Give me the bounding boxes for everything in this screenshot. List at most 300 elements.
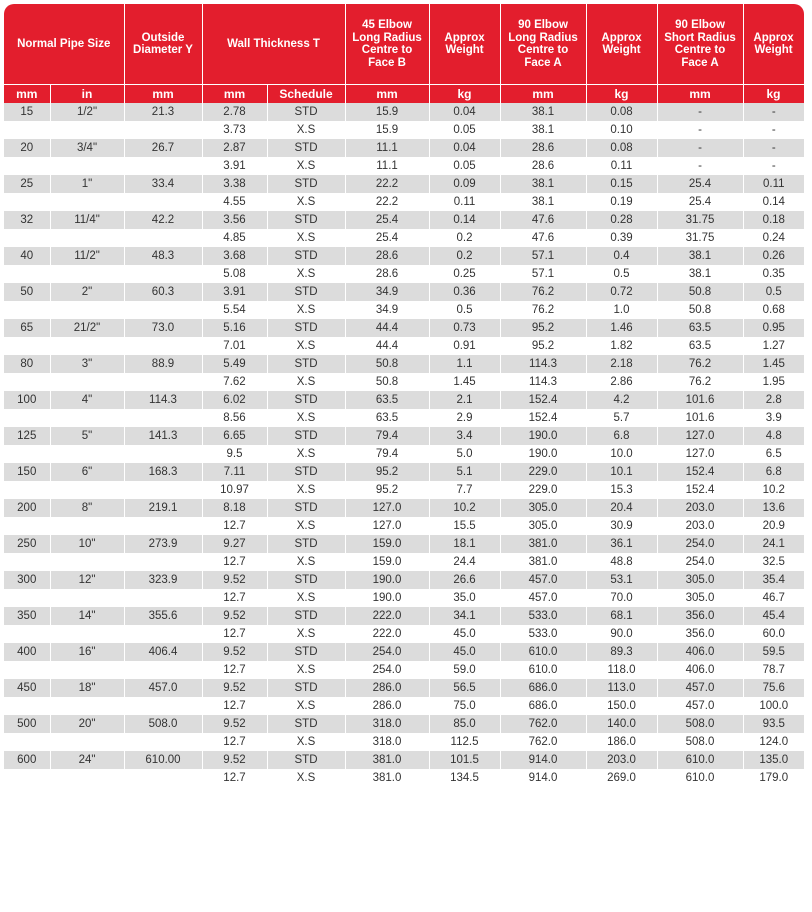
schedule-cell: STD: [267, 715, 345, 733]
table-row: [4, 193, 804, 211]
elbow90-long-cell: 47.6: [500, 229, 586, 247]
table-row: [4, 481, 804, 499]
wall-thickness-cell: 12.7: [202, 661, 267, 679]
units-row: [4, 85, 804, 104]
weight-cell: 7.7: [429, 481, 500, 499]
elbow-dimensions-table-container: [4, 4, 804, 787]
nominal-size-in-cell: 3": [50, 355, 124, 373]
weight-cell: 78.7: [743, 661, 804, 679]
nominal-size-mm-cell: 25: [4, 175, 50, 193]
elbow45-long-cell: 254.0: [345, 661, 429, 679]
wall-thickness-cell: 4.55: [202, 193, 267, 211]
nominal-size-mm-cell: [4, 301, 50, 319]
weight-cell: -: [743, 139, 804, 157]
schedule-cell: STD: [267, 103, 345, 121]
schedule-cell: X.S: [267, 733, 345, 751]
elbow90-long-cell: 381.0: [500, 553, 586, 571]
nominal-size-mm-cell: 350: [4, 607, 50, 625]
nominal-size-in-cell: [50, 769, 124, 787]
wall-thickness-cell: 9.5: [202, 445, 267, 463]
elbow90-long-cell: 229.0: [500, 463, 586, 481]
schedule-cell: STD: [267, 535, 345, 553]
weight-cell: 100.0: [743, 697, 804, 715]
outside-diameter-cell: [124, 481, 202, 499]
nominal-size-mm-cell: 50: [4, 283, 50, 301]
schedule-cell: STD: [267, 391, 345, 409]
wall-thickness-cell: 4.85: [202, 229, 267, 247]
weight-cell: 59.5: [743, 643, 804, 661]
elbow45-long-cell: 127.0: [345, 499, 429, 517]
weight-cell: 56.5: [429, 679, 500, 697]
elbow45-long-cell: 127.0: [345, 517, 429, 535]
elbow90-long-cell: 381.0: [500, 535, 586, 553]
outside-diameter-cell: 168.3: [124, 463, 202, 481]
weight-cell: 6.5: [743, 445, 804, 463]
elbow90-short-cell: 203.0: [657, 499, 743, 517]
weight-cell: 6.8: [586, 427, 657, 445]
outside-diameter-cell: [124, 193, 202, 211]
schedule-cell: X.S: [267, 301, 345, 319]
table-row: [4, 265, 804, 283]
outside-diameter-cell: 273.9: [124, 535, 202, 553]
unit-cell: Schedule: [267, 85, 345, 104]
nominal-size-mm-cell: 250: [4, 535, 50, 553]
weight-cell: 10.2: [429, 499, 500, 517]
outside-diameter-cell: 406.4: [124, 643, 202, 661]
nominal-size-mm-cell: 400: [4, 643, 50, 661]
nominal-size-mm-cell: [4, 445, 50, 463]
outside-diameter-cell: [124, 517, 202, 535]
wall-thickness-cell: 3.56: [202, 211, 267, 229]
table-row: [4, 283, 804, 301]
wall-thickness-cell: 2.87: [202, 139, 267, 157]
nominal-size-in-cell: 5": [50, 427, 124, 445]
elbow45-long-cell: 22.2: [345, 193, 429, 211]
elbow45-long-cell: 286.0: [345, 679, 429, 697]
schedule-cell: STD: [267, 571, 345, 589]
table-row: [4, 337, 804, 355]
weight-cell: 26.6: [429, 571, 500, 589]
nominal-size-mm-cell: [4, 625, 50, 643]
nominal-size-in-cell: [50, 625, 124, 643]
nominal-size-in-cell: [50, 373, 124, 391]
schedule-cell: STD: [267, 283, 345, 301]
elbow90-long-cell: 762.0: [500, 733, 586, 751]
nominal-size-in-cell: [50, 409, 124, 427]
weight-cell: 1.95: [743, 373, 804, 391]
nominal-size-mm-cell: [4, 373, 50, 391]
elbow90-long-cell: 305.0: [500, 499, 586, 517]
weight-cell: 0.19: [586, 193, 657, 211]
nominal-size-mm-cell: 80: [4, 355, 50, 373]
table-row: [4, 499, 804, 517]
weight-cell: 269.0: [586, 769, 657, 787]
weight-cell: 89.3: [586, 643, 657, 661]
outside-diameter-cell: 141.3: [124, 427, 202, 445]
weight-cell: 18.1: [429, 535, 500, 553]
weight-cell: 0.5: [586, 265, 657, 283]
schedule-cell: STD: [267, 355, 345, 373]
nominal-size-in-cell: [50, 733, 124, 751]
elbow45-long-cell: 95.2: [345, 481, 429, 499]
weight-cell: 20.9: [743, 517, 804, 535]
nominal-size-mm-cell: [4, 589, 50, 607]
elbow90-long-cell: 28.6: [500, 157, 586, 175]
wall-thickness-cell: 6.65: [202, 427, 267, 445]
elbow45-long-cell: 50.8: [345, 355, 429, 373]
elbow90-short-cell: 127.0: [657, 427, 743, 445]
table-row: [4, 463, 804, 481]
header-approx-weight-1: Approx Weight: [429, 4, 500, 85]
header-wall-thickness: Wall Thickness T: [202, 4, 345, 85]
elbow90-long-cell: 914.0: [500, 751, 586, 769]
weight-cell: 4.2: [586, 391, 657, 409]
schedule-cell: X.S: [267, 265, 345, 283]
schedule-cell: STD: [267, 643, 345, 661]
outside-diameter-cell: [124, 445, 202, 463]
weight-cell: 113.0: [586, 679, 657, 697]
table-row: [4, 175, 804, 193]
weight-cell: 15.3: [586, 481, 657, 499]
nominal-size-in-cell: [50, 481, 124, 499]
weight-cell: 118.0: [586, 661, 657, 679]
wall-thickness-cell: 10.97: [202, 481, 267, 499]
schedule-cell: STD: [267, 427, 345, 445]
elbow45-long-cell: 63.5: [345, 391, 429, 409]
table-row: [4, 625, 804, 643]
nominal-size-mm-cell: 300: [4, 571, 50, 589]
table-row: [4, 517, 804, 535]
table-row: [4, 769, 804, 787]
unit-cell: mm: [202, 85, 267, 104]
elbow90-short-cell: 76.2: [657, 373, 743, 391]
elbow45-long-cell: 381.0: [345, 751, 429, 769]
weight-cell: 0.04: [429, 139, 500, 157]
elbow45-long-cell: 50.8: [345, 373, 429, 391]
weight-cell: 36.1: [586, 535, 657, 553]
elbow90-short-cell: 25.4: [657, 193, 743, 211]
elbow45-long-cell: 381.0: [345, 769, 429, 787]
outside-diameter-cell: [124, 301, 202, 319]
weight-cell: 0.18: [743, 211, 804, 229]
weight-cell: 135.0: [743, 751, 804, 769]
wall-thickness-cell: 9.52: [202, 643, 267, 661]
unit-cell: kg: [586, 85, 657, 104]
weight-cell: 0.14: [429, 211, 500, 229]
wall-thickness-cell: 7.62: [202, 373, 267, 391]
nominal-size-mm-cell: 15: [4, 103, 50, 121]
weight-cell: 0.72: [586, 283, 657, 301]
weight-cell: 70.0: [586, 589, 657, 607]
weight-cell: 0.4: [586, 247, 657, 265]
table-row: [4, 751, 804, 769]
wall-thickness-cell: 3.73: [202, 121, 267, 139]
elbow45-long-cell: 254.0: [345, 643, 429, 661]
elbow90-long-cell: 686.0: [500, 679, 586, 697]
unit-cell: kg: [743, 85, 804, 104]
weight-cell: 0.09: [429, 175, 500, 193]
nominal-size-in-cell: [50, 697, 124, 715]
table-row: [4, 553, 804, 571]
weight-cell: 140.0: [586, 715, 657, 733]
schedule-cell: X.S: [267, 157, 345, 175]
weight-cell: 45.0: [429, 625, 500, 643]
nominal-size-mm-cell: 40: [4, 247, 50, 265]
weight-cell: 4.8: [743, 427, 804, 445]
table-row: [4, 355, 804, 373]
outside-diameter-cell: [124, 121, 202, 139]
elbow90-short-cell: -: [657, 121, 743, 139]
weight-cell: 0.24: [743, 229, 804, 247]
weight-cell: 20.4: [586, 499, 657, 517]
outside-diameter-cell: 33.4: [124, 175, 202, 193]
outside-diameter-cell: [124, 733, 202, 751]
wall-thickness-cell: 7.01: [202, 337, 267, 355]
nominal-size-mm-cell: 600: [4, 751, 50, 769]
schedule-cell: X.S: [267, 625, 345, 643]
nominal-size-mm-cell: [4, 733, 50, 751]
elbow90-long-cell: 610.0: [500, 643, 586, 661]
outside-diameter-cell: 21.3: [124, 103, 202, 121]
weight-cell: 0.15: [586, 175, 657, 193]
elbow90-short-cell: 406.0: [657, 661, 743, 679]
wall-thickness-cell: 8.56: [202, 409, 267, 427]
weight-cell: -: [743, 157, 804, 175]
outside-diameter-cell: 114.3: [124, 391, 202, 409]
weight-cell: 3.9: [743, 409, 804, 427]
schedule-cell: STD: [267, 607, 345, 625]
nominal-size-in-cell: 24": [50, 751, 124, 769]
nominal-size-in-cell: [50, 193, 124, 211]
elbow90-long-cell: 57.1: [500, 247, 586, 265]
weight-cell: 2.1: [429, 391, 500, 409]
weight-cell: -: [743, 103, 804, 121]
schedule-cell: X.S: [267, 589, 345, 607]
nominal-size-in-cell: [50, 157, 124, 175]
unit-cell: in: [50, 85, 124, 104]
elbow90-short-cell: 76.2: [657, 355, 743, 373]
weight-cell: 179.0: [743, 769, 804, 787]
table-row: [4, 391, 804, 409]
nominal-size-mm-cell: [4, 517, 50, 535]
weight-cell: 60.0: [743, 625, 804, 643]
elbow90-short-cell: 31.75: [657, 229, 743, 247]
weight-cell: 45.0: [429, 643, 500, 661]
unit-cell: mm: [124, 85, 202, 104]
nominal-size-mm-cell: 65: [4, 319, 50, 337]
nominal-size-mm-cell: [4, 553, 50, 571]
schedule-cell: X.S: [267, 553, 345, 571]
table-row: [4, 661, 804, 679]
nominal-size-mm-cell: [4, 121, 50, 139]
weight-cell: 0.68: [743, 301, 804, 319]
elbow90-short-cell: 38.1: [657, 247, 743, 265]
weight-cell: 90.0: [586, 625, 657, 643]
weight-cell: 134.5: [429, 769, 500, 787]
weight-cell: 46.7: [743, 589, 804, 607]
wall-thickness-cell: 3.91: [202, 283, 267, 301]
weight-cell: 93.5: [743, 715, 804, 733]
table-row: [4, 589, 804, 607]
elbow90-long-cell: 190.0: [500, 427, 586, 445]
elbow90-long-cell: 533.0: [500, 607, 586, 625]
outside-diameter-cell: [124, 697, 202, 715]
elbow90-short-cell: 356.0: [657, 607, 743, 625]
nominal-size-in-cell: 1": [50, 175, 124, 193]
nominal-size-in-cell: 14": [50, 607, 124, 625]
table-row: [4, 409, 804, 427]
elbow90-long-cell: 28.6: [500, 139, 586, 157]
nominal-size-in-cell: 21/2": [50, 319, 124, 337]
weight-cell: 0.26: [743, 247, 804, 265]
wall-thickness-cell: 12.7: [202, 625, 267, 643]
weight-cell: 0.10: [586, 121, 657, 139]
elbow45-long-cell: 34.9: [345, 301, 429, 319]
table-row: [4, 643, 804, 661]
elbow90-short-cell: 63.5: [657, 319, 743, 337]
elbow90-long-cell: 76.2: [500, 283, 586, 301]
elbow90-long-cell: 57.1: [500, 265, 586, 283]
elbow45-long-cell: 79.4: [345, 427, 429, 445]
schedule-cell: X.S: [267, 193, 345, 211]
nominal-size-mm-cell: [4, 481, 50, 499]
wall-thickness-cell: 5.49: [202, 355, 267, 373]
weight-cell: 0.39: [586, 229, 657, 247]
nominal-size-in-cell: 16": [50, 643, 124, 661]
elbow90-short-cell: 457.0: [657, 679, 743, 697]
elbow90-short-cell: 101.6: [657, 391, 743, 409]
wall-thickness-cell: 5.08: [202, 265, 267, 283]
elbow90-long-cell: 114.3: [500, 373, 586, 391]
nominal-size-in-cell: [50, 265, 124, 283]
unit-cell: mm: [657, 85, 743, 104]
elbow90-short-cell: 50.8: [657, 301, 743, 319]
nominal-size-in-cell: 20": [50, 715, 124, 733]
schedule-cell: STD: [267, 211, 345, 229]
weight-cell: 75.6: [743, 679, 804, 697]
weight-cell: 53.1: [586, 571, 657, 589]
elbow90-short-cell: 25.4: [657, 175, 743, 193]
wall-thickness-cell: 12.7: [202, 733, 267, 751]
weight-cell: 112.5: [429, 733, 500, 751]
nominal-size-in-cell: [50, 337, 124, 355]
table-row: [4, 103, 804, 121]
table-row: [4, 715, 804, 733]
schedule-cell: X.S: [267, 229, 345, 247]
weight-cell: 5.1: [429, 463, 500, 481]
outside-diameter-cell: 26.7: [124, 139, 202, 157]
weight-cell: 48.8: [586, 553, 657, 571]
elbow45-long-cell: 44.4: [345, 337, 429, 355]
wall-thickness-cell: 3.91: [202, 157, 267, 175]
weight-cell: 13.6: [743, 499, 804, 517]
weight-cell: 0.11: [743, 175, 804, 193]
weight-cell: 59.0: [429, 661, 500, 679]
weight-cell: 0.28: [586, 211, 657, 229]
outside-diameter-cell: [124, 589, 202, 607]
nominal-size-mm-cell: 500: [4, 715, 50, 733]
outside-diameter-cell: [124, 337, 202, 355]
schedule-cell: X.S: [267, 517, 345, 535]
elbow-dimensions-table: [4, 4, 804, 787]
elbow45-long-cell: 15.9: [345, 103, 429, 121]
nominal-size-in-cell: [50, 589, 124, 607]
table-row: [4, 679, 804, 697]
table-row: [4, 373, 804, 391]
weight-cell: 2.86: [586, 373, 657, 391]
wall-thickness-cell: 5.16: [202, 319, 267, 337]
weight-cell: 0.2: [429, 229, 500, 247]
wall-thickness-cell: 6.02: [202, 391, 267, 409]
table-row: [4, 229, 804, 247]
wall-thickness-cell: 9.27: [202, 535, 267, 553]
schedule-cell: X.S: [267, 661, 345, 679]
nominal-size-in-cell: 4": [50, 391, 124, 409]
unit-cell: kg: [429, 85, 500, 104]
elbow90-long-cell: 95.2: [500, 337, 586, 355]
elbow90-short-cell: 254.0: [657, 535, 743, 553]
outside-diameter-cell: [124, 265, 202, 283]
weight-cell: 35.0: [429, 589, 500, 607]
elbow45-long-cell: 190.0: [345, 571, 429, 589]
schedule-cell: X.S: [267, 769, 345, 787]
table-row: [4, 607, 804, 625]
elbow90-long-cell: 38.1: [500, 175, 586, 193]
table-row: [4, 139, 804, 157]
elbow90-long-cell: 762.0: [500, 715, 586, 733]
nominal-size-mm-cell: [4, 193, 50, 211]
outside-diameter-cell: [124, 157, 202, 175]
schedule-cell: STD: [267, 679, 345, 697]
weight-cell: 0.08: [586, 103, 657, 121]
weight-cell: 3.4: [429, 427, 500, 445]
elbow90-long-cell: 152.4: [500, 391, 586, 409]
elbow45-long-cell: 28.6: [345, 265, 429, 283]
table-row: [4, 319, 804, 337]
elbow90-long-cell: 457.0: [500, 589, 586, 607]
weight-cell: 101.5: [429, 751, 500, 769]
weight-cell: 0.14: [743, 193, 804, 211]
nominal-size-in-cell: 12": [50, 571, 124, 589]
weight-cell: 5.7: [586, 409, 657, 427]
wall-thickness-cell: 3.68: [202, 247, 267, 265]
weight-cell: 45.4: [743, 607, 804, 625]
elbow90-short-cell: 610.0: [657, 769, 743, 787]
weight-cell: 1.82: [586, 337, 657, 355]
weight-cell: 34.1: [429, 607, 500, 625]
elbow45-long-cell: 15.9: [345, 121, 429, 139]
nominal-size-in-cell: [50, 517, 124, 535]
elbow45-long-cell: 318.0: [345, 715, 429, 733]
table-row: [4, 427, 804, 445]
elbow90-short-cell: 406.0: [657, 643, 743, 661]
header-approx-weight-3: Approx Weight: [743, 4, 804, 85]
wall-thickness-cell: 7.11: [202, 463, 267, 481]
elbow90-long-cell: 114.3: [500, 355, 586, 373]
schedule-cell: X.S: [267, 445, 345, 463]
weight-cell: 0.08: [586, 139, 657, 157]
weight-cell: 124.0: [743, 733, 804, 751]
weight-cell: 0.04: [429, 103, 500, 121]
weight-cell: 150.0: [586, 697, 657, 715]
weight-cell: 6.8: [743, 463, 804, 481]
weight-cell: 2.9: [429, 409, 500, 427]
elbow90-long-cell: 38.1: [500, 193, 586, 211]
elbow45-long-cell: 318.0: [345, 733, 429, 751]
elbow90-long-cell: 190.0: [500, 445, 586, 463]
elbow45-long-cell: 159.0: [345, 553, 429, 571]
table-row: [4, 535, 804, 553]
